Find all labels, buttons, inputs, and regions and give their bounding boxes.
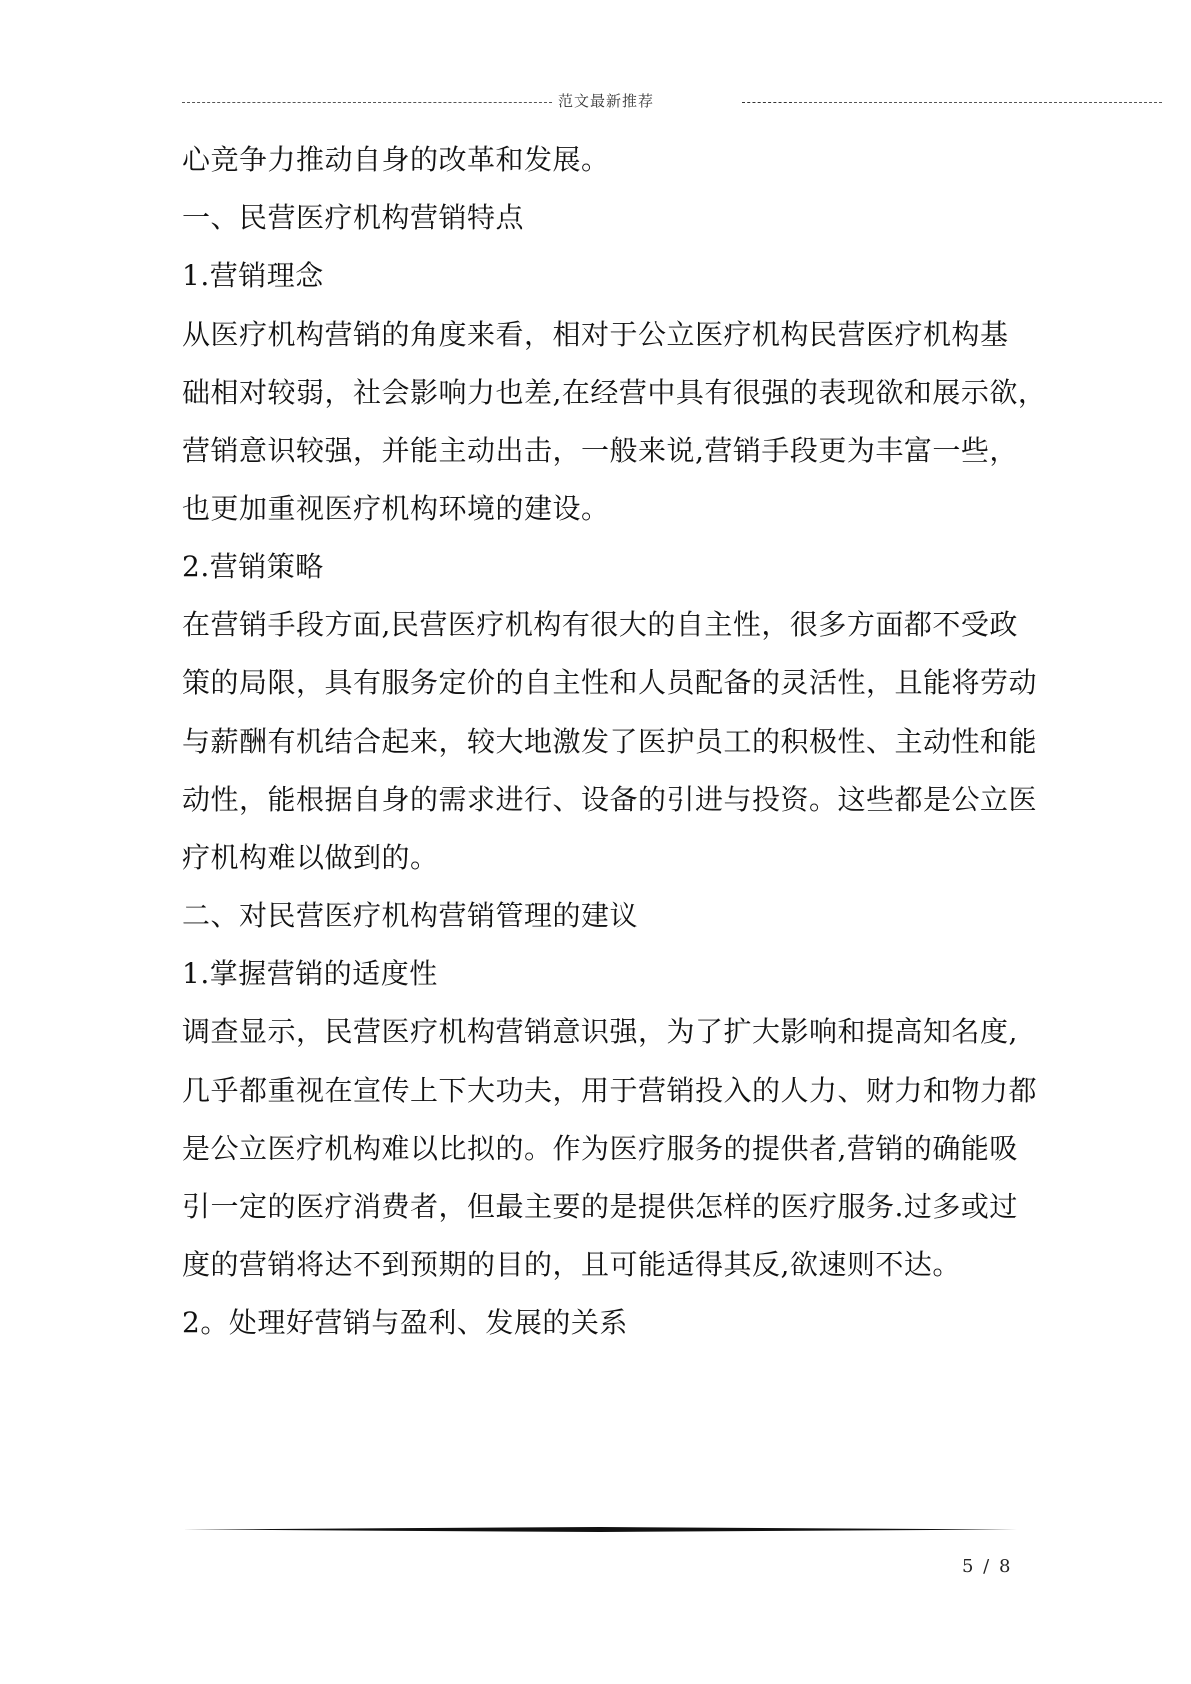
header-dashed-rule-right bbox=[794, 102, 1162, 103]
paragraph-line: 也更加重视医疗机构环境的建设。 bbox=[182, 492, 610, 525]
footer-rule-graphic bbox=[182, 1527, 1018, 1532]
paragraph-line: 是公立医疗机构难以比拟的。作为医疗服务的提供者,营销的确能吸 bbox=[182, 1132, 1018, 1165]
page-number: 5 / 8 bbox=[962, 1556, 1013, 1577]
paragraph-line: 度的营销将达不到预期的目的，且可能适得其反,欲速则不达。 bbox=[182, 1248, 961, 1281]
paragraph-line: 疗机构难以做到的。 bbox=[182, 841, 439, 874]
paragraph-line: 与薪酬有机结合起来，较大地激发了医护员工的积极性、主动性和能 bbox=[182, 725, 1038, 758]
paragraph-line: 引一定的医疗消费者，但最主要的是提供怎样的医疗服务.过多或过 bbox=[182, 1190, 1018, 1223]
subsection-heading: 2。处理好营销与盈利、发展的关系 bbox=[182, 1306, 628, 1339]
subsection-heading: 1.掌握营销的适度性 bbox=[182, 957, 438, 990]
header-title-underline bbox=[742, 102, 792, 103]
section-heading: 二、对民营医疗机构营销管理的建议 bbox=[182, 899, 639, 932]
paragraph-line: 础相对较弱，社会影响力也差,在经营中具有很强的表现欲和展示欲， bbox=[182, 376, 1047, 409]
paragraph-line: 营销意识较强，并能主动出击，一般来说,营销手段更为丰富一些， bbox=[182, 434, 1018, 467]
paragraph-line: 心竞争力推动自身的改革和发展。 bbox=[182, 143, 610, 176]
paragraph-line: 动性，能根据自身的需求进行、设备的引进与投资。这些都是公立医 bbox=[182, 783, 1038, 816]
paragraph-line: 从医疗机构营销的角度来看，相对于公立医疗机构民营医疗机构基 bbox=[182, 318, 1009, 351]
paragraph-line: 策的局限，具有服务定价的自主性和人员配备的灵活性，且能将劳动 bbox=[182, 666, 1038, 699]
header-title: 范文最新推荐 bbox=[558, 92, 655, 110]
paragraph-line: 在营销手段方面,民营医疗机构有很大的自主性，很多方面都不受政 bbox=[182, 608, 1018, 641]
page-header bbox=[182, 86, 1162, 116]
paragraph-line: 几乎都重视在宣传上下大功夫，用于营销投入的人力、财力和物力都 bbox=[182, 1074, 1038, 1107]
section-heading: 一、民营医疗机构营销特点 bbox=[182, 201, 525, 234]
subsection-heading: 2.营销策略 bbox=[182, 550, 324, 583]
header-dashed-rule-left bbox=[182, 102, 552, 103]
footer-rule bbox=[182, 1527, 1018, 1532]
paragraph-line: 调查显示，民营医疗机构营销意识强，为了扩大影响和提高知名度, bbox=[182, 1015, 1018, 1048]
subsection-heading: 1.营销理念 bbox=[182, 259, 324, 292]
